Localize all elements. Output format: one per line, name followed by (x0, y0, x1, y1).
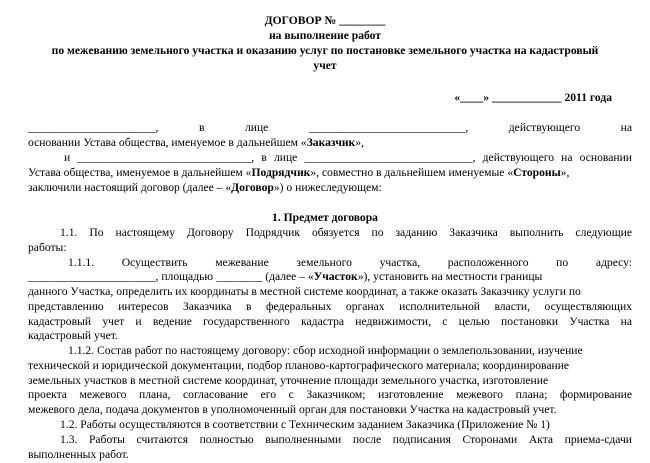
contract-term: Договор (231, 181, 274, 194)
clause-1-1-2-line-3: земельных участков в местной системе координат, уточнение площади земельного участка, изготовление (28, 374, 549, 387)
clause-1-1-1-line-4: представлению интересов Заказчика в федеральных органах исполнительной власти, осуществляющих (28, 300, 632, 313)
section-1-heading: 1. Предмет договора (272, 211, 378, 224)
clause-1-1-1-line-6: кадастровый учет. (28, 329, 118, 342)
clause-1-1-line-2: работы: (28, 241, 67, 254)
clause-1-3-line-1: 1.3. Работы считаются полностью выполненными после подписания Сторонами Акта приема-сдачи (60, 433, 632, 446)
clause-1-1-2-line-2: технической и юридической документации, подбор планово-картографического материала; координирование (28, 359, 570, 372)
parties-term: Стороны (513, 166, 561, 179)
parties-line-3: и ______________________________, в лице _____________________________, действующего на основании (64, 151, 632, 164)
clause-1-1-1-line-1: 1.1.1. Осуществить межевание земельного участка, расположенного по адресу: (68, 256, 632, 269)
parties-line-1: ______________________, в лице ___________________________, действующего на (28, 121, 632, 134)
clause-1-1-2-line-4: проекта межевого плана, согласование его с Заказчиком; изготовление межевого плана; формирование (28, 388, 632, 401)
contract-subtitle: на выполнение работ (269, 29, 381, 42)
clause-1-1-1-line-2: ______________________, площадью ________ (далее – «Участок»), установить на местности границы (28, 270, 543, 283)
contract-title: ДОГОВОР № ________ (264, 14, 386, 27)
clause-1-1-1-line-5: кадастровый учет и ведение государственного кадастра недвижимости, с целью постановки Участка на (28, 315, 632, 328)
clause-1-1-2-line-1: 1.1.2. Состав работ по настоящему договору: сбор исходной информации о землепользовании, изучение (68, 344, 583, 357)
customer-term: Заказчик (306, 136, 356, 149)
contract-subject-line-1: по межеванию земельного участка и оказанию услуг по постановке земельного участка на кадастровый (51, 44, 599, 57)
parties-line-5: заключили настоящий договор (далее – «Договор») о нижеследующем: (28, 181, 382, 194)
clause-1-2: 1.2. Работы осуществляются в соответствии с Техническим заданием Заказчика (Приложение № 1) (60, 418, 550, 431)
clause-1-3-line-2: выполненных работ. (28, 448, 129, 461)
contractor-term: Подрядчик (251, 166, 311, 179)
parties-line-2: основании Устава общества, именуемое в дальнейшем «Заказчик», (28, 136, 364, 149)
contract-date-line: «____» ____________ 2011 года (454, 91, 612, 104)
parties-line-4: Устава общества, именуемое в дальнейшем «Подрядчик», совместно в дальнейшем именуемые «Стороны», (28, 166, 570, 179)
contract-subject-line-2: учет (313, 59, 337, 72)
clause-1-1-2-line-5: межевого дела, подача документов в уполномоченный орган для постановки Участка на кадастровый учет. (28, 403, 557, 416)
plot-term: Участок (313, 270, 358, 283)
clause-1-1-line-1: 1.1. По настоящему Договору Подрядчик обязуется по заданию Заказчика выполнить следующие (60, 226, 632, 239)
clause-1-1-1-line-3: данного Участка, определить их координаты в местной системе координат, а также оказать Заказчику услуги по (28, 285, 581, 298)
